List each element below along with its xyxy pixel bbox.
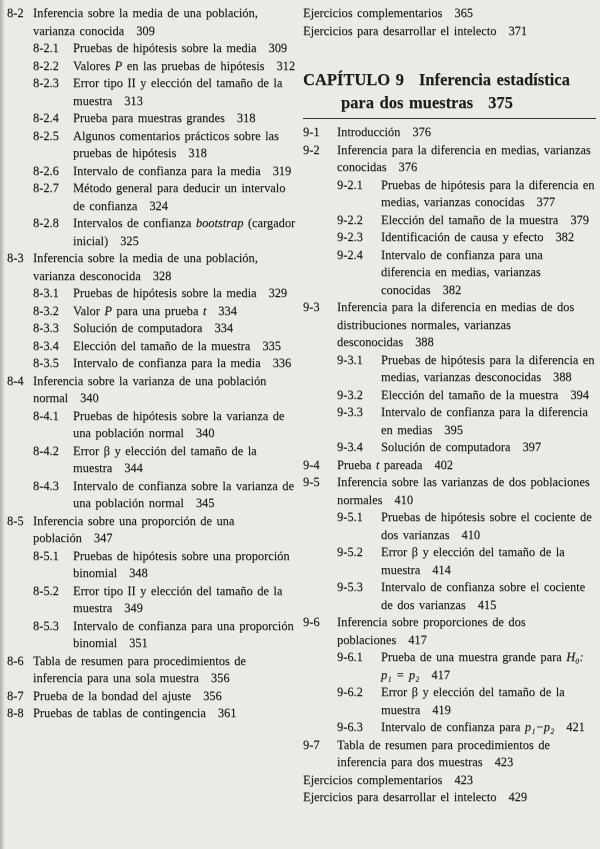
title-text: P	[114, 58, 123, 73]
section-title	[381, 439, 596, 457]
section-title	[73, 548, 297, 583]
section-number: 9-6.3	[337, 720, 363, 734]
page-number: 318	[236, 111, 256, 125]
section-number: 8-2	[7, 6, 24, 20]
page-number: 309	[136, 23, 155, 38]
toc-entry	[303, 509, 596, 544]
page-number: 329	[268, 286, 288, 300]
section-number: 9-7	[303, 737, 320, 752]
chapter-number: CAPÍTULO 9	[303, 70, 404, 89]
title-text: Inferencia sobre proporciones de dos poblaciones	[337, 615, 526, 647]
title-text: Intervalo de confianza para una proporción binomial	[73, 618, 294, 650]
title-text: Inferencia sobre la media de una población, varianza conocida	[33, 6, 258, 38]
page-number: 356	[203, 688, 222, 703]
title-text: Pruebas de hipótesis para la diferencia en medias, varianzas desconocidas	[381, 352, 595, 384]
page-number: 356	[210, 671, 230, 685]
page-number: 421	[566, 720, 585, 734]
section-number: 9-2	[303, 142, 320, 157]
section-number: 8-3.5	[33, 356, 59, 370]
page-number: 415	[477, 597, 497, 612]
toc-entry	[303, 387, 596, 405]
title-text: Algunos comentarios prácticos sobre las pruebas de hipótesis	[73, 128, 279, 160]
title-text: Prueba	[337, 457, 376, 472]
title-text: Elección del tamaño de la muestra	[381, 387, 559, 402]
section-title	[303, 5, 473, 23]
toc-entry	[7, 320, 297, 338]
section-title	[337, 614, 596, 649]
section-number: 8-2.5	[33, 128, 59, 143]
section-title	[73, 215, 297, 250]
section-number: 8-2.4	[33, 111, 59, 125]
section-number: 9-5.1	[337, 510, 363, 524]
toc-entry	[303, 352, 596, 387]
toc-entry	[7, 128, 297, 163]
page-number: 377	[536, 195, 556, 209]
title-text: Intervalo de confianza para la media	[73, 356, 261, 370]
title-text: Inferencia para la diferencia en medias, varianzas conocidas	[337, 142, 591, 174]
toc-entry	[7, 408, 297, 443]
section-number: 8-2.1	[33, 41, 59, 55]
title-text: t	[375, 457, 380, 472]
title-text: p₁−p₂	[524, 720, 555, 734]
toc-entry	[7, 583, 297, 618]
section-title	[381, 719, 596, 737]
toc-entry	[303, 614, 596, 649]
section-title	[73, 618, 297, 653]
section-number: 9-5.3	[337, 580, 363, 594]
title-text: Error β y elección del tamaño de la muestra	[381, 685, 565, 717]
section-number: 9-6.2	[337, 685, 363, 699]
section-title	[381, 544, 596, 579]
section-number: 8-8	[7, 706, 24, 720]
title-text: bootstrap	[195, 216, 244, 230]
title-text: Inferencia sobre la media de una población, varianza desconocida	[33, 251, 258, 283]
toc-entry	[7, 215, 297, 250]
page-number: 419	[432, 702, 451, 717]
page-number: 344	[124, 461, 143, 475]
section-number: 8-2.6	[33, 163, 59, 178]
section-title	[33, 250, 297, 285]
title-text: Error tipo II y elección del tamaño de la muestra	[73, 76, 283, 108]
title-text: Intervalo de confianza para la diferencia en medias	[381, 405, 588, 437]
title-text: Error β y elección del tamaño de la muestra	[73, 443, 257, 475]
section-number: 9-6	[303, 615, 320, 629]
toc-entry	[7, 443, 297, 478]
title-text: Ejercicios para desarrollar el intelecto	[303, 790, 497, 804]
chapter-title: para dos muestras	[341, 93, 474, 112]
toc-entry	[303, 737, 596, 772]
toc-entry	[303, 544, 596, 579]
toc-entry	[7, 75, 297, 110]
section-title	[303, 23, 527, 41]
section-title	[381, 684, 596, 719]
section-number: 9-2.3	[337, 230, 363, 244]
toc-entry	[303, 5, 596, 23]
title-text: Tabla de resumen para procedimientos de inferencia para dos muestras	[337, 737, 550, 769]
title-text: Método general para deducir un intervalo de confianza	[73, 181, 286, 213]
page-number: 410	[461, 527, 481, 542]
toc-entry	[7, 355, 297, 373]
toc-entry	[7, 478, 297, 513]
section-title	[337, 124, 596, 142]
section-number: 8-3	[7, 251, 24, 265]
page-number: 395	[444, 422, 463, 437]
page-number: 388	[415, 335, 434, 349]
section-number: 8-3.1	[33, 286, 59, 300]
toc-entry	[303, 229, 596, 247]
page-number: 318	[188, 146, 207, 160]
section-number: 8-2.3	[33, 76, 59, 90]
section-title	[337, 457, 596, 475]
chapter-heading	[303, 69, 596, 119]
section-number: 8-4.3	[33, 478, 59, 493]
section-number: 8-5.3	[33, 618, 59, 633]
page-number: 345	[195, 496, 215, 510]
page-number: 376	[412, 125, 431, 139]
section-title	[337, 474, 596, 509]
title-text: Solución de computadora	[381, 440, 511, 454]
toc-entry	[7, 618, 297, 653]
toc-left-column	[7, 5, 297, 807]
title-text: para una prueba	[111, 303, 203, 318]
section-title	[381, 177, 596, 212]
title-text: Intervalo de confianza para la media	[73, 163, 261, 178]
title-text: Pruebas de hipótesis para la diferencia en medias, varianzas conocidas	[381, 177, 595, 209]
section-title	[381, 649, 596, 684]
chapter-heading-line1	[303, 69, 596, 90]
page-number: 414	[432, 562, 451, 577]
toc-entry	[303, 772, 596, 790]
section-number: 8-3.4	[33, 338, 59, 353]
section-number: 9-5.2	[337, 545, 363, 559]
title-text: Inferencia sobre las varianzas de dos poblaciones normales	[337, 475, 590, 507]
section-number: 9-2.2	[337, 212, 363, 227]
toc-right-column	[303, 5, 596, 807]
section-title	[381, 509, 596, 544]
section-title	[381, 579, 596, 614]
title-text: Tabla de resumen para procedimientos de inferencia para una sola muestra	[33, 653, 246, 685]
toc-entry	[303, 177, 596, 212]
page-number: 324	[149, 198, 168, 213]
title-text: Inferencia sobre una proporción de una población	[33, 513, 235, 545]
page-number: 379	[570, 212, 589, 227]
title-text: Pruebas de hipótesis sobre la media	[73, 41, 257, 55]
section-title	[381, 212, 596, 230]
section-title	[33, 705, 297, 723]
page-number: 402	[434, 457, 453, 472]
page-number: 340	[195, 426, 215, 440]
title-text: P	[104, 303, 112, 318]
title-text: Ejercicios complementarios	[303, 772, 443, 787]
section-title	[381, 387, 596, 405]
title-text: Pruebas de tablas de contingencia	[33, 706, 206, 720]
title-text: Pruebas de hipótesis sobre una proporción binomial	[73, 548, 290, 580]
toc-entry	[7, 653, 297, 688]
page-number: 410	[394, 492, 414, 507]
toc-entry	[303, 124, 596, 142]
title-text: Prueba para muestras grandes	[73, 111, 225, 125]
page-number: 334	[214, 321, 234, 335]
page-number: 382	[442, 282, 462, 297]
page-number: 394	[570, 387, 589, 402]
page-number: 334	[218, 303, 237, 318]
section-title	[73, 40, 297, 58]
page-number: 376	[398, 160, 418, 174]
page-number: 347	[93, 531, 113, 545]
title-text: Identificación de causa y efecto	[381, 230, 544, 244]
page-number: 325	[120, 233, 139, 248]
section-title	[73, 303, 297, 321]
section-title	[33, 688, 297, 706]
section-number: 9-6.1	[337, 650, 363, 664]
page-number: 382	[555, 230, 575, 244]
section-title	[33, 513, 297, 548]
chapter-title: Inferencia estadística	[418, 70, 570, 89]
toc-entry	[303, 684, 596, 719]
toc-entry	[303, 457, 596, 475]
section-title	[73, 443, 297, 478]
section-number: 9-3.2	[337, 387, 363, 402]
title-text: Elección del tamaño de la muestra	[73, 338, 251, 353]
section-title	[73, 583, 297, 618]
toc-entry	[7, 373, 297, 408]
page-number: 417	[408, 632, 427, 647]
section-number: 9-3.1	[337, 352, 363, 367]
title-text: Intervalos de confianza	[73, 216, 196, 230]
page-number: 328	[152, 268, 172, 283]
section-number: 9-2.4	[337, 247, 363, 262]
section-title	[73, 320, 297, 338]
page-number: 417	[431, 667, 450, 682]
title-text: Introducción	[337, 125, 401, 139]
section-title	[73, 180, 297, 215]
section-title	[303, 789, 527, 807]
toc-entry	[7, 338, 297, 356]
page-number: 388	[553, 370, 572, 384]
page-number: 349	[124, 601, 143, 615]
page-number: 371	[508, 23, 528, 38]
section-number: 8-2.8	[33, 216, 59, 230]
toc-entry	[7, 513, 297, 548]
title-text: Solución de computadora	[73, 321, 203, 335]
section-number: 8-4	[7, 373, 24, 388]
section-number: 9-4	[303, 457, 320, 472]
title-text: Intervalo de confianza para una diferencia en medias, varianzas conocidas	[381, 247, 543, 297]
toc-entry	[7, 285, 297, 303]
page-number: 309	[268, 41, 288, 55]
toc-entry	[7, 303, 297, 321]
section-title	[337, 737, 596, 772]
section-title	[381, 247, 596, 300]
toc-entry	[303, 299, 596, 352]
toc-entry	[303, 23, 596, 41]
page-number: 313	[124, 93, 143, 108]
page-number: 423	[494, 755, 514, 769]
section-title	[337, 142, 596, 177]
toc-entry	[303, 474, 596, 509]
section-number: 8-3.3	[33, 321, 59, 335]
toc-entry	[303, 649, 596, 684]
toc-entry	[7, 110, 297, 128]
section-title	[381, 404, 596, 439]
section-title	[73, 75, 297, 110]
section-title	[337, 299, 596, 352]
title-text: Intervalo de confianza para	[381, 720, 525, 734]
page-number: 312	[276, 58, 296, 73]
section-number: 8-5.1	[33, 548, 59, 563]
section-title	[73, 285, 297, 303]
section-title	[33, 653, 297, 688]
section-number: 8-6	[7, 653, 24, 668]
section-title	[303, 772, 473, 790]
toc-entry	[7, 40, 297, 58]
title-text: Valores	[73, 58, 115, 73]
section-number: 8-5.2	[33, 583, 59, 598]
toc-entry	[7, 163, 297, 181]
page-number: 351	[129, 636, 148, 650]
toc-entry	[303, 404, 596, 439]
toc-entry	[303, 439, 596, 457]
section-title	[73, 338, 297, 356]
title-text: Prueba de la bondad del ajuste	[33, 688, 192, 703]
title-text: Intervalo de confianza sobre la varianza de una población normal	[73, 478, 294, 510]
title-text: Pruebas de hipótesis sobre la varianza de una población normal	[73, 408, 285, 440]
toc-entry	[303, 579, 596, 614]
toc-entry	[7, 58, 297, 76]
section-number: 9-3.4	[337, 440, 363, 454]
title-text: Prueba de una muestra grande para	[381, 650, 567, 664]
toc-entry	[7, 688, 297, 706]
section-number: 8-3.2	[33, 303, 59, 318]
toc-entry	[7, 705, 297, 723]
title-text: Error β y elección del tamaño de la muestra	[381, 545, 565, 577]
title-text: Valor	[73, 303, 105, 318]
section-number: 8-4.2	[33, 443, 59, 458]
toc-entry	[7, 5, 297, 40]
toc-entry	[303, 247, 596, 300]
toc-entry	[303, 789, 596, 807]
toc-entry	[303, 719, 596, 737]
chapter-page-number: 375	[488, 93, 513, 112]
toc-entry	[303, 212, 596, 230]
section-title	[33, 373, 297, 408]
section-title	[73, 128, 297, 163]
page-number: 397	[522, 440, 542, 454]
section-number: 9-2.1	[337, 177, 363, 192]
section-number: 9-1	[303, 125, 320, 139]
section-number: 8-2.2	[33, 58, 59, 73]
section-title	[73, 110, 297, 128]
title-text: pareada	[379, 457, 423, 472]
section-number: 8-4.1	[33, 408, 59, 423]
section-number: 9-3	[303, 300, 320, 314]
toc-entry	[7, 180, 297, 215]
title-text: Pruebas de hipótesis sobre el cociente de dos varianzas	[381, 510, 592, 542]
section-number: 8-2.7	[33, 181, 59, 195]
section-number: 8-7	[7, 688, 24, 703]
section-title	[73, 478, 297, 513]
section-title	[33, 5, 297, 40]
title-text: Error tipo II y elección del tamaño de la muestra	[73, 583, 283, 615]
section-title	[73, 58, 297, 76]
title-text: Ejercicios complementarios	[303, 6, 443, 20]
section-title	[73, 355, 297, 373]
page-number: 336	[272, 356, 292, 370]
section-title	[381, 229, 596, 247]
page-number: 319	[272, 163, 292, 178]
title-text: t	[202, 303, 207, 318]
section-title	[73, 408, 297, 443]
page-number: 361	[217, 706, 237, 720]
chapter-heading-line2	[303, 92, 596, 113]
toc-entry	[7, 250, 297, 285]
title-text: Intervalo de confianza sobre el cociente de dos varianzas	[381, 580, 586, 612]
section-title	[73, 163, 297, 181]
title-text: (cargador inicial)	[73, 216, 296, 248]
heading-rule	[303, 118, 596, 119]
page-number: 423	[454, 772, 473, 787]
title-text: Inferencia sobre la varianza de una población normal	[33, 373, 267, 405]
title-text: Inferencia para la diferencia en medias de dos distribuciones normales, varianzas desconocidas	[337, 300, 575, 349]
page-number: 365	[454, 6, 473, 20]
toc-entry	[7, 548, 297, 583]
title-text: Elección del tamaño de la muestra	[381, 212, 559, 227]
section-number: 9-3.3	[337, 405, 363, 419]
section-title	[381, 352, 596, 387]
title-text: Pruebas de hipótesis sobre la media	[73, 286, 257, 300]
page-number: 340	[80, 391, 99, 405]
page-number: 348	[129, 566, 148, 580]
page-number: 335	[262, 338, 281, 353]
page-number: 429	[508, 790, 528, 804]
title-text: H₀: p₁ = p₂	[381, 650, 584, 682]
title-text: Ejercicios para desarrollar el intelecto	[303, 23, 497, 38]
section-number: 9-5	[303, 475, 320, 489]
toc-entry	[303, 142, 596, 177]
title-text: en las pruebas de hipótesis	[122, 58, 265, 73]
section-number: 8-5	[7, 513, 24, 528]
